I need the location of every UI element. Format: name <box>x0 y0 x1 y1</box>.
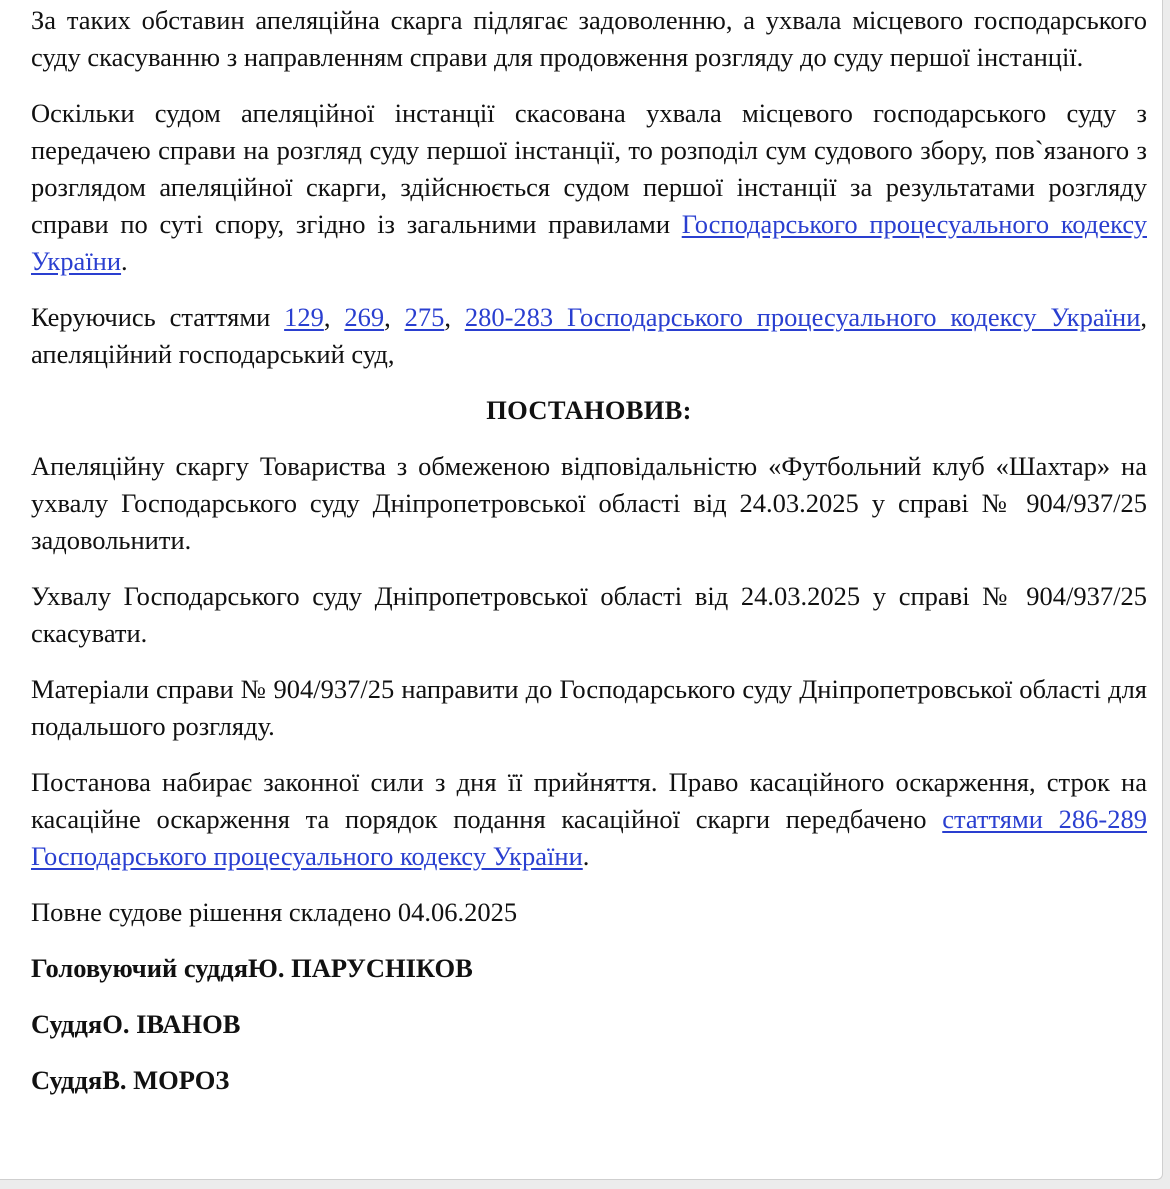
paragraph-entry-into-force <box>31 764 1147 875</box>
paragraph-court-fee <box>31 95 1147 280</box>
separator: , <box>384 302 405 332</box>
separator: , <box>444 302 465 332</box>
paragraph-court-fee-tail: . <box>121 246 128 276</box>
presiding-judge: Головуючий суддяЮ. ПАРУСНІКОВ <box>31 953 473 983</box>
paragraph-guided-by-articles <box>31 299 1147 373</box>
guided-by-prefix: Керуючись статтями <box>31 302 285 332</box>
paragraph-appeal-conclusion: За таких обставин апеляційна скарга підлягає задоволенню, а ухвала місцевого господарського суду скасуванню з направленням справи для продовження розгляду до суду першої інстанції. <box>31 5 1147 72</box>
link-article-275[interactable]: 275 <box>404 302 445 332</box>
link-commercial-procedural-code[interactable]: Господарського процесуального кодексу України <box>31 209 1147 276</box>
paragraph-send-materials: Матеріали справи № 904/937/25 направити до Господарського суду Дніпропетровської області для подальшого розгляду. <box>31 674 1147 741</box>
document-body <box>31 2 1147 1099</box>
separator: , <box>323 302 345 332</box>
link-article-269[interactable]: 269 <box>344 302 385 332</box>
resolution-heading: ПОСТАНОВИВ: <box>486 395 692 425</box>
entry-into-force-tail: . <box>582 841 590 871</box>
guided-by-tail: , апеляційний господарський суд, <box>31 302 1148 369</box>
judge-ivanov: СуддяО. ІВАНОВ <box>31 1009 241 1039</box>
link-article-129[interactable]: 129 <box>284 302 324 332</box>
judge-moroz: СуддяВ. МОРОЗ <box>31 1065 230 1095</box>
entry-into-force-text: Постанова набирає законної сили з дня її прийняття. Право касаційного оскарження, строк на касаційне оскарження та порядок подання касаційної скарги передбачено <box>31 767 1147 834</box>
link-articles-280-283[interactable]: 280-283 Господарського процесуального кодексу України <box>464 302 1141 332</box>
paragraph-court-fee-text: Оскільки судом апеляційної інстанції скасована ухвала місцевого господарського суду з передачею справи на розгляд суду першої інстанції, то розподіл сум судового збору, пов`язаного з розглядом апеляційної скарги, здійснюється судом першої інстанції за результатами розгляду справи по суті спору, згідно із загальними правилами <box>31 98 1147 239</box>
paragraph-satisfy-appeal: Апеляційну скаргу Товариства з обмеженою відповідальністю «Футбольний клуб «Шахтар» на ухвалу Господарського суду Дніпропетровської області від 24.03.2025 у справі № 904/937/25 задовольнити. <box>31 451 1147 555</box>
paragraph-full-decision-date: Повне судове рішення складено 04.06.2025 <box>31 897 518 927</box>
paragraph-cancel-ruling: Ухвалу Господарського суду Дніпропетровської області від 24.03.2025 у справі № 904/937/25 скасувати. <box>31 581 1147 648</box>
link-articles-286-289[interactable]: статтями 286-289 Господарського процесуального кодексу України <box>31 804 1147 871</box>
